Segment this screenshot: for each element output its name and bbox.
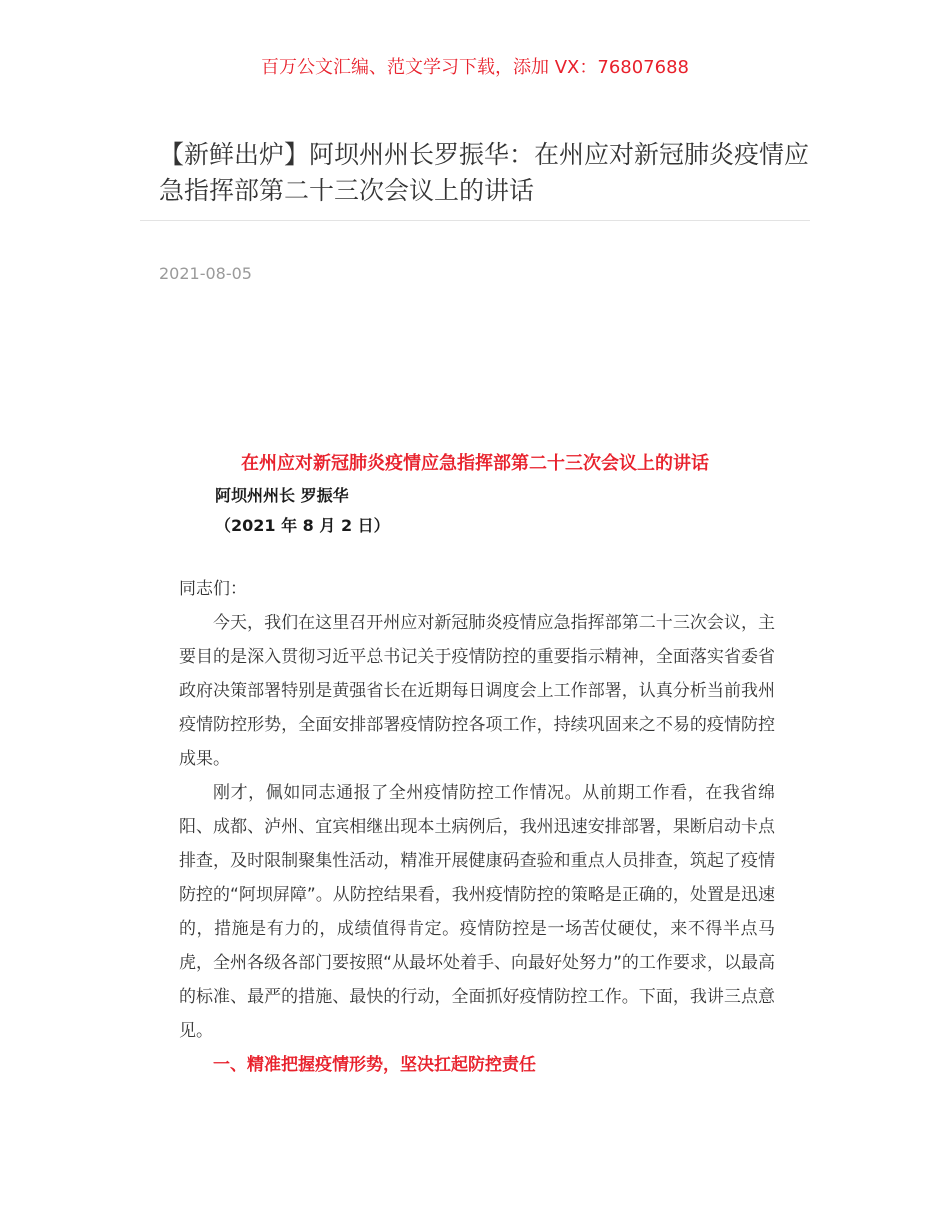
speaker-line: 阿坝州州长 罗振华 [215, 486, 349, 505]
speech-title: 在州应对新冠肺炎疫情应急指挥部第二十三次会议上的讲话 [241, 453, 709, 474]
article-title: 【新鲜出炉】阿坝州州长罗振华：在州应对新冠肺炎疫情应急指挥部第二十三次会议上的讲话 [159, 140, 810, 205]
salutation: 同志们： [179, 579, 247, 599]
paragraph-1: 今天，我们在这里召开州应对新冠肺炎疫情应急指挥部第二十三次会议，主要目的是深入贯彻习近平总书记关于疫情防控的重要指示精神，全面落实省委省政府决策部署特别是黄强省长在近期每日调度会上工作部署，认真分析当前我州疫情防控形势，全面安排部署疫情防控各项工作，持续巩固来之不易的疫情防控成果。 [179, 613, 775, 769]
title-divider [140, 220, 810, 221]
paragraph-2: 刚才，佩如同志通报了全州疫情防控工作情况。从前期工作看，在我省绵阳、成都、泸州、宜宾相继出现本土病例后，我州迅速安排部署，果断启动卡点排查，及时限制聚集性活动，精准开展健康码查验和重点人员排查，筑起了疫情防控的“阿坝屏障”。从防控结果看，我州疫情防控的策略是正确的，处置是迅速的，措施是有力的，成绩值得肯定。疫情防控是一场苦仗硬仗，来不得半点马虎，全州各级各部门要按照“从最坏处着手、向最好处努力”的工作要求，以最高的标准、最严的措施、最快的行动，全面抓好疫情防控工作。下面，我讲三点意见。 [179, 783, 775, 1041]
publish-date: 2021-08-05 [159, 264, 252, 283]
speech-body [179, 572, 775, 1082]
watermark-banner: 百万公文汇编、范文学习下载，添加 VX：76807688 [261, 57, 689, 78]
section-heading-1: 一、精准把握疫情形势，坚决扛起防控责任 [213, 1055, 536, 1075]
speech-date: （2021 年 8 月 2 日） [215, 516, 390, 535]
